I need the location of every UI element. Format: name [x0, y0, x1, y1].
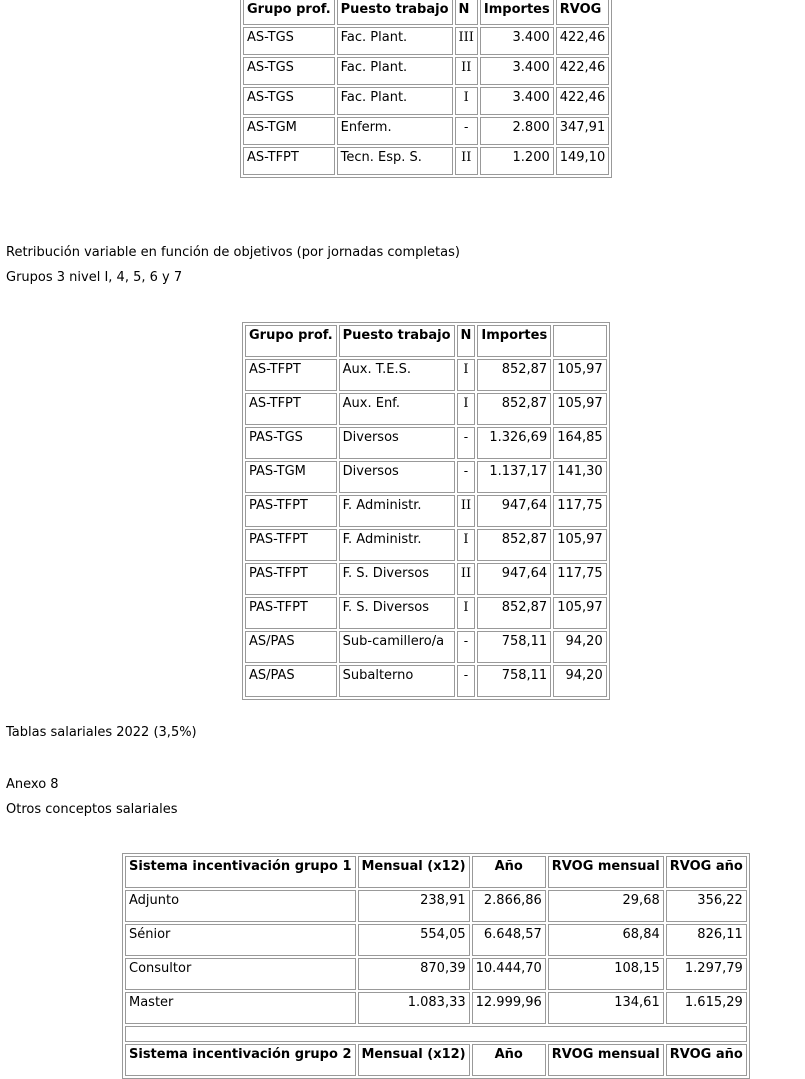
- table-header-row: [245, 325, 607, 357]
- table-row: [245, 461, 607, 493]
- cell-n: -: [455, 117, 478, 145]
- cell-importe: 758,11: [477, 665, 551, 697]
- header-n: N: [457, 325, 476, 357]
- header-rvog-mensual: RVOG mensual: [548, 856, 664, 888]
- cell-mensual: 1.083,33: [358, 992, 470, 1024]
- cell-rvog: 94,20: [553, 631, 607, 663]
- header-importes: Importes: [480, 0, 554, 25]
- cell-n: II: [457, 563, 476, 595]
- cell-puesto: Diversos: [339, 461, 455, 493]
- cell-rvog-ano: 1.297,79: [666, 958, 747, 990]
- cell-importe: 1.326,69: [477, 427, 551, 459]
- cell-n: I: [455, 87, 478, 115]
- table-row: [125, 958, 747, 990]
- header-rvog: RVOG: [556, 0, 610, 25]
- cell-rvog: 164,85: [553, 427, 607, 459]
- header-importes: Importes: [477, 325, 551, 357]
- header-grupo-prof: Grupo prof.: [245, 325, 337, 357]
- cell-ano: 10.444,70: [472, 958, 546, 990]
- cell-ano: 12.999,96: [472, 992, 546, 1024]
- cell-importe: 852,87: [477, 359, 551, 391]
- cell-n: -: [457, 665, 476, 697]
- paragraph-grupos: Grupos 3 nivel I, 4, 5, 6 y 7: [6, 270, 183, 285]
- cell-n: II: [455, 57, 478, 85]
- cell-mensual: 554,05: [358, 924, 470, 956]
- cell-grupo: AS-TGS: [243, 27, 335, 55]
- cell-puesto: Subalterno: [339, 665, 455, 697]
- cell-importe: 852,87: [477, 597, 551, 629]
- table-row: [245, 597, 607, 629]
- table-row: [245, 665, 607, 697]
- cell-rvog: 105,97: [553, 359, 607, 391]
- cell-importe: 3.400: [480, 87, 554, 115]
- header-rvog-mensual: RVOG mensual: [548, 1044, 664, 1076]
- cell-importe: 3.400: [480, 27, 554, 55]
- table-header-row: [125, 856, 747, 888]
- table-row: [125, 924, 747, 956]
- cell-rvog: 117,75: [553, 495, 607, 527]
- table-spacer-row: [125, 1026, 747, 1042]
- header-ano: Año: [472, 1044, 546, 1076]
- cell-n: I: [457, 359, 476, 391]
- table-row: [243, 147, 609, 175]
- cell-rvog: 149,10: [556, 147, 610, 175]
- paragraph-tablas-salariales: Tablas salariales 2022 (3,5%): [6, 725, 197, 740]
- header-n: N: [455, 0, 478, 25]
- cell-n: -: [457, 461, 476, 493]
- table-row: [245, 495, 607, 527]
- cell-rvog: 422,46: [556, 27, 610, 55]
- cell-importe: 3.400: [480, 57, 554, 85]
- cell-nivel: Master: [125, 992, 356, 1024]
- cell-n: I: [457, 597, 476, 629]
- cell-nivel: Sénior: [125, 924, 356, 956]
- cell-grupo: AS/PAS: [245, 665, 337, 697]
- cell-grupo: PAS-TFPT: [245, 563, 337, 595]
- cell-puesto: Aux. T.E.S.: [339, 359, 455, 391]
- table-1: [240, 0, 612, 178]
- table-row: [245, 427, 607, 459]
- header-sistema-grupo-1: Sistema incentivación grupo 1: [125, 856, 356, 888]
- cell-puesto: F. Administr.: [339, 529, 455, 561]
- cell-n: III: [455, 27, 478, 55]
- cell-grupo: PAS-TGS: [245, 427, 337, 459]
- cell-n: II: [455, 147, 478, 175]
- cell-importe: 947,64: [477, 563, 551, 595]
- cell-puesto: Fac. Plant.: [337, 27, 453, 55]
- table-header-row: [243, 0, 609, 25]
- cell-puesto: F. S. Diversos: [339, 563, 455, 595]
- header-puesto-trabajo: Puesto trabajo: [339, 325, 455, 357]
- table-row: [245, 529, 607, 561]
- cell-n: -: [457, 631, 476, 663]
- cell-puesto: F. Administr.: [339, 495, 455, 527]
- cell-grupo: PAS-TFPT: [245, 495, 337, 527]
- cell-rvog-mensual: 108,15: [548, 958, 664, 990]
- header-grupo-prof: Grupo prof.: [243, 0, 335, 25]
- cell-rvog-ano: 826,11: [666, 924, 747, 956]
- cell-mensual: 870,39: [358, 958, 470, 990]
- cell-rvog-ano: 356,22: [666, 890, 747, 922]
- cell-rvog: 141,30: [553, 461, 607, 493]
- cell-ano: 6.648,57: [472, 924, 546, 956]
- cell-puesto: F. S. Diversos: [339, 597, 455, 629]
- cell-importe: 1.200: [480, 147, 554, 175]
- cell-n: II: [457, 495, 476, 527]
- cell-nivel: Consultor: [125, 958, 356, 990]
- cell-grupo: AS-TFPT: [243, 147, 335, 175]
- cell-rvog: 105,97: [553, 529, 607, 561]
- table-row: [125, 890, 747, 922]
- cell-rvog: 94,20: [553, 665, 607, 697]
- cell-importe: 758,11: [477, 631, 551, 663]
- cell-rvog-ano: 1.615,29: [666, 992, 747, 1024]
- header-rvog-ano: RVOG año: [666, 856, 747, 888]
- paragraph-otros-conceptos: Otros conceptos salariales: [6, 802, 178, 817]
- cell-ano: 2.866,86: [472, 890, 546, 922]
- cell-importe: 852,87: [477, 393, 551, 425]
- cell-rvog: 422,46: [556, 57, 610, 85]
- cell-grupo: AS-TGM: [243, 117, 335, 145]
- cell-puesto: Sub-camillero/a: [339, 631, 455, 663]
- cell-grupo: PAS-TFPT: [245, 597, 337, 629]
- table-row: [245, 631, 607, 663]
- header-rvog-ano: RVOG año: [666, 1044, 747, 1076]
- table-header-row: [125, 1044, 747, 1076]
- cell-importe: 1.137,17: [477, 461, 551, 493]
- table-row: [245, 393, 607, 425]
- table-row: [243, 27, 609, 55]
- cell-rvog-mensual: 134,61: [548, 992, 664, 1024]
- cell-n: I: [457, 529, 476, 561]
- header-sistema-grupo-2: Sistema incentivación grupo 2: [125, 1044, 356, 1076]
- table-row: [243, 57, 609, 85]
- cell-grupo: PAS-TGM: [245, 461, 337, 493]
- cell-rvog: 117,75: [553, 563, 607, 595]
- cell-grupo: AS-TGS: [243, 87, 335, 115]
- cell-importe: 852,87: [477, 529, 551, 561]
- cell-grupo: AS/PAS: [245, 631, 337, 663]
- cell-grupo: AS-TFPT: [245, 393, 337, 425]
- header-puesto-trabajo: Puesto trabajo: [337, 0, 453, 25]
- header-empty: [553, 325, 607, 357]
- cell-puesto: Fac. Plant.: [337, 87, 453, 115]
- table-row: [245, 563, 607, 595]
- cell-mensual: 238,91: [358, 890, 470, 922]
- table-row: [243, 117, 609, 145]
- cell-puesto: Diversos: [339, 427, 455, 459]
- cell-rvog: 105,97: [553, 597, 607, 629]
- cell-nivel: Adjunto: [125, 890, 356, 922]
- header-ano: Año: [472, 856, 546, 888]
- paragraph-retribucion-variable: Retribución variable en función de objetivos (por jornadas completas): [6, 245, 460, 260]
- cell-rvog-mensual: 68,84: [548, 924, 664, 956]
- cell-puesto: Fac. Plant.: [337, 57, 453, 85]
- cell-grupo: PAS-TFPT: [245, 529, 337, 561]
- cell-puesto: Tecn. Esp. S.: [337, 147, 453, 175]
- cell-rvog-mensual: 29,68: [548, 890, 664, 922]
- cell-n: -: [457, 427, 476, 459]
- cell-importe: 2.800: [480, 117, 554, 145]
- cell-puesto: Aux. Enf.: [339, 393, 455, 425]
- table-row: [243, 87, 609, 115]
- paragraph-anexo: Anexo 8: [6, 777, 59, 792]
- cell-rvog: 347,91: [556, 117, 610, 145]
- table-2: [242, 322, 610, 700]
- cell-grupo: AS-TFPT: [245, 359, 337, 391]
- cell-rvog: 422,46: [556, 87, 610, 115]
- cell-rvog: 105,97: [553, 393, 607, 425]
- table-row: [125, 992, 747, 1024]
- cell-importe: 947,64: [477, 495, 551, 527]
- table-row: [245, 359, 607, 391]
- cell-n: I: [457, 393, 476, 425]
- table-incentivacion: [122, 853, 750, 1079]
- header-mensual: Mensual (x12): [358, 856, 470, 888]
- header-mensual: Mensual (x12): [358, 1044, 470, 1076]
- cell-grupo: AS-TGS: [243, 57, 335, 85]
- spacer-cell: [125, 1026, 747, 1042]
- cell-puesto: Enferm.: [337, 117, 453, 145]
